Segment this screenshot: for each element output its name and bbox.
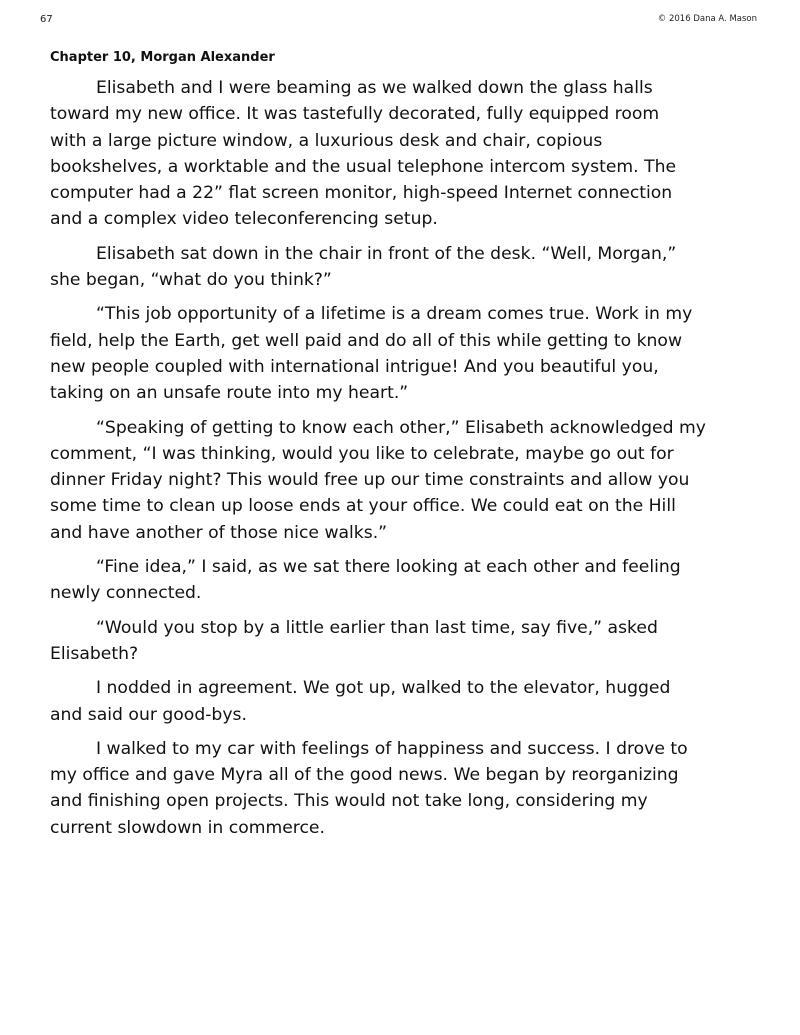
paragraph-line: Elisabeth sat down in the chair in front of the desk. “Well, Morgan,” <box>96 243 677 264</box>
paragraph-line: Elisabeth? <box>50 643 139 664</box>
paragraph-4 <box>50 415 762 546</box>
paragraph-line: with a large picture window, a luxurious desk and chair, copious <box>50 130 603 151</box>
paragraph-line: she began, “what do you think?” <box>50 270 332 291</box>
paragraph-1 <box>50 75 762 233</box>
chapter-heading: Chapter 10, Morgan Alexander <box>50 50 275 65</box>
paragraph-3 <box>50 301 762 406</box>
paragraph-line: “Would you stop by a little earlier than last time, say five,” asked <box>96 617 658 638</box>
paragraph-6 <box>50 615 762 668</box>
paragraph-7 <box>50 675 762 728</box>
paragraph-line: newly connected. <box>50 583 202 604</box>
paragraph-line: new people coupled with international intrigue! And you beautiful you, <box>50 356 659 377</box>
paragraph-line: computer had a 22” flat screen monitor, high-speed Internet connection <box>50 183 673 204</box>
paragraph-line: and said our good-bys. <box>50 704 247 725</box>
paragraph-line: “Fine idea,” I said, as we sat there looking at each other and feeling <box>96 557 681 578</box>
paragraph-line: and have another of those nice walks.” <box>50 522 388 543</box>
paragraph-line: field, help the Earth, get well paid and do all of this while getting to know <box>50 330 683 351</box>
paragraph-line: “Speaking of getting to know each other,” Elisabeth acknowledged my <box>96 417 706 438</box>
paragraph-line: “This job opportunity of a lifetime is a dream comes true. Work in my <box>96 304 693 325</box>
chapter-body <box>50 75 762 849</box>
paragraph-line: my office and gave Myra all of the good news. We began by reorganizing <box>50 765 679 786</box>
paragraph-line: and finishing open projects. This would not take long, considering my <box>50 791 648 812</box>
paragraph-8 <box>50 736 762 841</box>
paragraph-line: taking on an unsafe route into my heart.” <box>50 383 409 404</box>
paragraph-line: bookshelves, a worktable and the usual telephone intercom system. The <box>50 156 677 177</box>
paragraph-line: dinner Friday night? This would free up our time constraints and allow you <box>50 470 690 491</box>
paragraph-line: Elisabeth and I were beaming as we walked down the glass halls <box>96 78 653 98</box>
copyright-notice: © 2016 Dana A. Mason <box>657 14 757 24</box>
paragraph-line: I walked to my car with feelings of happiness and success. I drove to <box>96 738 688 759</box>
page-number: 67 <box>40 14 53 25</box>
paragraph-line: toward my new office. It was tastefully decorated, fully equipped room <box>50 104 660 125</box>
paragraph-line: current slowdown in commerce. <box>50 817 325 838</box>
paragraph-5 <box>50 554 762 607</box>
paragraph-2 <box>50 241 762 294</box>
paragraph-line: I nodded in agreement. We got up, walked to the elevator, hugged <box>96 678 671 699</box>
paragraph-line: and a complex video teleconferencing setup. <box>50 209 438 230</box>
paragraph-line: comment, “I was thinking, would you like to celebrate, maybe go out for <box>50 443 674 464</box>
paragraph-line: some time to clean up loose ends at your office. We could eat on the Hill <box>50 496 676 517</box>
